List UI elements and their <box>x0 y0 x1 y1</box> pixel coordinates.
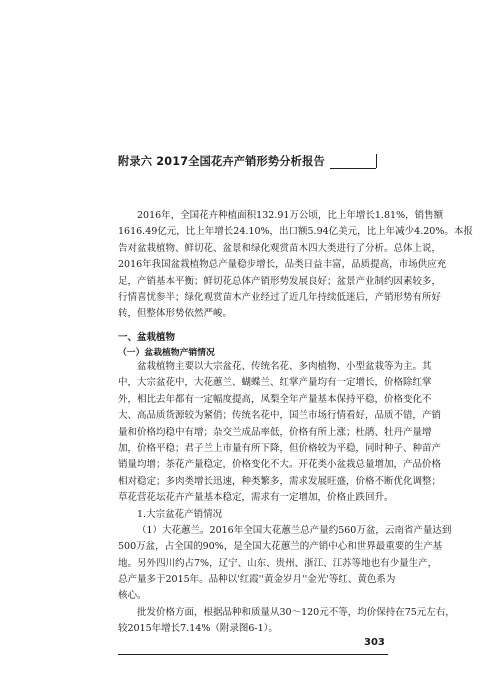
title-rule-horizontal <box>330 168 376 169</box>
body-line: 草花营花坛花卉产量基本稳定，需求有一定增加，价格止跌回升。 <box>118 492 394 504</box>
intro-line: 2016年，全国花卉种植面积132.91万公顷，比上年增长1.81%，销售额 <box>137 210 444 221</box>
intro-line: 2016年我国盆栽植物总产量稳步增长，品类日益丰富，品质提高，市场供应充 <box>118 259 447 271</box>
intro-line: 告对盆栽植物、鲜切花、盆景和绿化观赏苗木四大类进行了分析。总体上说， <box>118 242 442 254</box>
body-line: （1）大花蕙兰。2016年全国大花蕙兰总产量约560万盆，云南省产量达到 <box>137 524 452 536</box>
body-line: 盆栽植物主要以大宗盆花、传统名花、多肉植物、小型盆栽等为主。其 <box>137 361 432 372</box>
body-paragraphs <box>118 359 455 638</box>
body-line: 销量均增；茶花产量稳定，价格变化不大。开花类小盆栽总量增加，产品价格 <box>118 459 442 471</box>
footer-rule <box>118 654 388 655</box>
page-title: 附录六 2017全国花卉产销形势分析报告 <box>118 155 325 168</box>
body-line: 较2015年增长7.14%（附录图6-1）。 <box>118 623 278 635</box>
page-title-row <box>118 151 388 173</box>
body-line: 500万盆，占全国的90%，是全国大花蕙兰的产销中心和世界最重要的生产基 <box>118 541 443 553</box>
page-number: 303 <box>364 637 385 648</box>
body-line: 总产量多于2015年。品种以'红霞''黄金岁月''金光'等红、黄色系为 <box>118 574 396 586</box>
intro-line: 转，但整体形势依然严峻。 <box>118 308 233 320</box>
body-line: 批发价格方面，根据品种和质量从30～120元不等，均价保持在75元左右， <box>137 606 455 618</box>
body-line: 外，相比去年都有一定幅度提高，凤梨全年产量基本保持平稳，价格变化不 <box>118 393 432 405</box>
intro-line: 1616.49亿元，比上年增长24.10%，出口额5.94亿美元，比上年减少4.20%。本报 <box>118 226 473 238</box>
body-line: 大、高品质货源较为紧俏；传统名花中，国兰市场行情看好，品质不错，产销 <box>118 410 442 422</box>
title-rule-vertical <box>376 154 377 168</box>
section-heading: 一、盆栽植物 <box>118 332 176 343</box>
body-line: 地。另外四川约占7%，辽宁、山东、贵州、浙江、江苏等地也有少量生产， <box>118 557 438 569</box>
intro-line: 行情喜忧参半；绿化观赏苗木产业经过了近几年持续低迷后，产销形势有所好 <box>118 291 442 303</box>
intro-line: 足，产销基本平衡；鲜切花总体产销形势发展良好；盆景产业制约因素较多， <box>118 275 442 287</box>
body-line: 中，大宗盆花中，大花蕙兰、蝴蝶兰、红掌产量均有一定增长，价格除红掌 <box>118 377 432 389</box>
subtopic-heading: 1.大宗盆花产销情况 <box>137 508 223 520</box>
intro-paragraph <box>118 208 473 323</box>
body-line: 量和价格均稳中有增；杂交兰成品率低，价格有所上涨；杜鹃、牡丹产量增 <box>118 426 432 438</box>
subsection-heading: （一）盆栽植物产销情况 <box>118 348 215 358</box>
body-line: 相对稳定；多肉类增长迅速，种类繁多，需求发展旺盛，价格不断优化调整； <box>118 475 442 487</box>
body-line: 加，价格平稳；君子兰上市量有所下降，但价格较为平稳，同时种子、种苗产 <box>118 442 442 454</box>
body-line: 核心。 <box>118 590 147 602</box>
